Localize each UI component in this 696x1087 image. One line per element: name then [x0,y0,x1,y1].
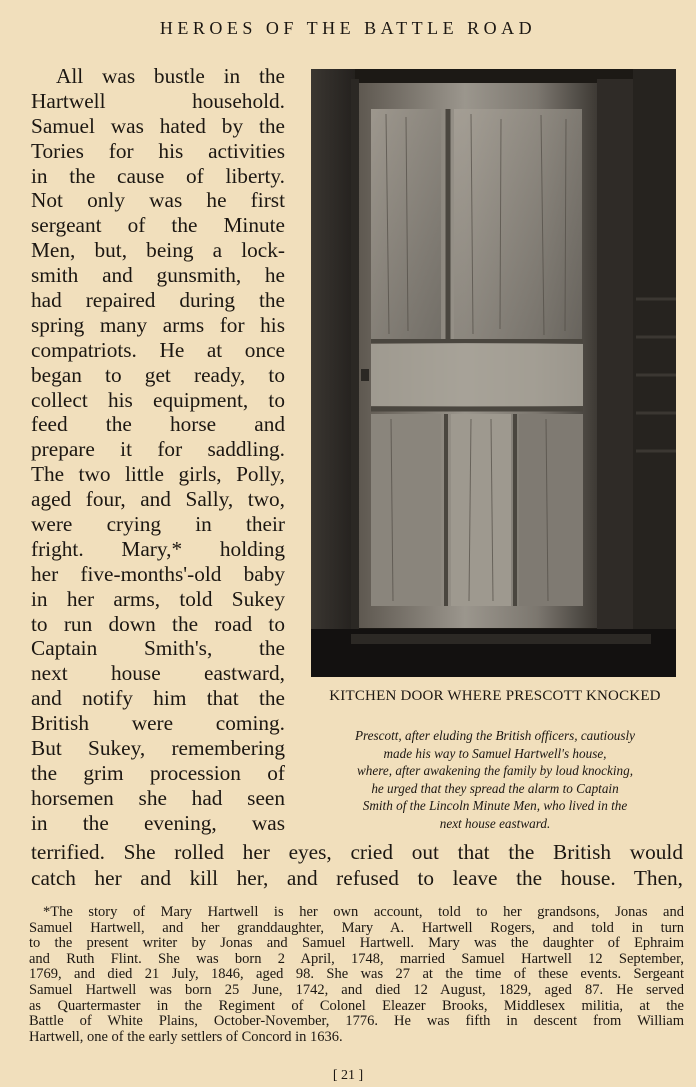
body-text-line: The two little girls, Polly, [31,462,285,487]
body-text-line: spring many arms for his [31,312,285,337]
body-text-line: to run down the road to [31,611,285,636]
figure-caption-text [300,727,690,832]
body-text-line: prepare it for saddling. [31,437,285,462]
body-text-line: and notify him that the [31,686,285,711]
body-text-line: in the cause of liberty. [31,163,285,188]
body-text-line: aged four, and Sally, two, [31,487,285,512]
caption-text-line: Smith of the Lincoln Minute Men, who lived in the [362,798,628,813]
body-text-line: in the evening, was [31,810,285,835]
footnote-line: 1769, and died 21 July, 1846, aged 98. She was 27 at the time of these events. Sergeant [29,966,684,983]
body-text-line: Men, but, being a lock- [31,238,285,263]
caption-text-line: next house eastward. [439,815,551,831]
body-text-line: Samuel was hated by the [31,113,285,138]
figure-caption-title: KITCHEN DOOR WHERE PRESCOTT KNOCKED [329,688,661,704]
body-text-line: horsemen she had seen [31,785,285,810]
body-text-line: the grim procession of [31,760,285,785]
footnote-line: *The story of Mary Hartwell is her own account, told to her grandsons, Jonas and [43,904,684,920]
caption-text-line: Prescott, after eluding the British officers, cautiously [354,728,636,743]
body-text-line: fright. Mary,* holding [31,536,285,561]
body-text-line: had repaired during the [31,288,285,313]
footnote-line: to the present writer by Jonas and Samuel Hartwell. Mary was the daughter of Ephraim [29,935,684,952]
body-text-line: next house eastward, [31,661,285,686]
footnote-line: Samuel Hartwell, and her granddaughter, Mary A. Hartwell Rogers, and told in turn [29,919,684,936]
footnote-line: as Quartermaster in the Regiment of Colonel Eleazer Brooks, Middlesex militia, at the [29,997,684,1014]
body-text-line: sergeant of the Minute [31,213,285,238]
body-text-line: All was bustle in the [56,64,285,88]
body-text-line: feed the horse and [31,412,285,437]
body-text-line: terrified. She rolled her eyes, cried out that the British would [31,840,683,864]
footnote-line: Hartwell, one of the early settlers of Concord in 1636. [29,1028,343,1045]
body-text-line: Not only was he first [31,188,285,213]
body-text-line: compatriots. He at once [31,337,285,362]
body-text-line: began to get ready, to [31,362,285,387]
body-text-column [31,64,285,836]
running-header: HEROES OF THE BATTLE ROAD [159,18,537,38]
caption-text-line: where, after awakening the family by loud knocking, [356,763,634,778]
body-text-line: in her arms, told Sukey [31,586,285,611]
body-text-line: her five-months'-old baby [31,561,285,586]
body-text-line: British were coming. [31,711,285,736]
body-text-line: Tories for his activities [31,138,285,163]
body-text-line: smith and gunsmith, he [31,263,285,288]
footnote-line: Battle of White Plains, October-November, 1776. He was fifth in descent from William [29,1013,684,1030]
footnote-line: and Ruth Flint. She was born 2 April, 1748, married Samuel Hartwell 12 September, [29,950,684,967]
body-text-line: collect his equipment, to [31,387,285,412]
body-text-full-width [31,840,683,891]
caption-text-line: he urged that they spread the alarm to Captain [371,780,619,796]
body-text-line: catch her and kill her, and refused to leave the house. Then, [31,865,683,890]
page-number: [ 21 ] [332,1068,364,1083]
footnote-line: Samuel Hartwell was born 25 June, 1742, and died 12 August, 1829, aged 87. He served [29,981,684,998]
body-text-line: Captain Smith's, the [31,636,285,661]
body-text-line: But Sukey, remembering [31,736,285,761]
footnote [29,905,684,1045]
body-text-line: were crying in their [31,512,285,537]
body-text-line: Hartwell household. [31,88,285,113]
caption-text-line: made his way to Samuel Hartwell's house, [383,745,607,761]
kitchen-door-photograph [311,69,676,677]
